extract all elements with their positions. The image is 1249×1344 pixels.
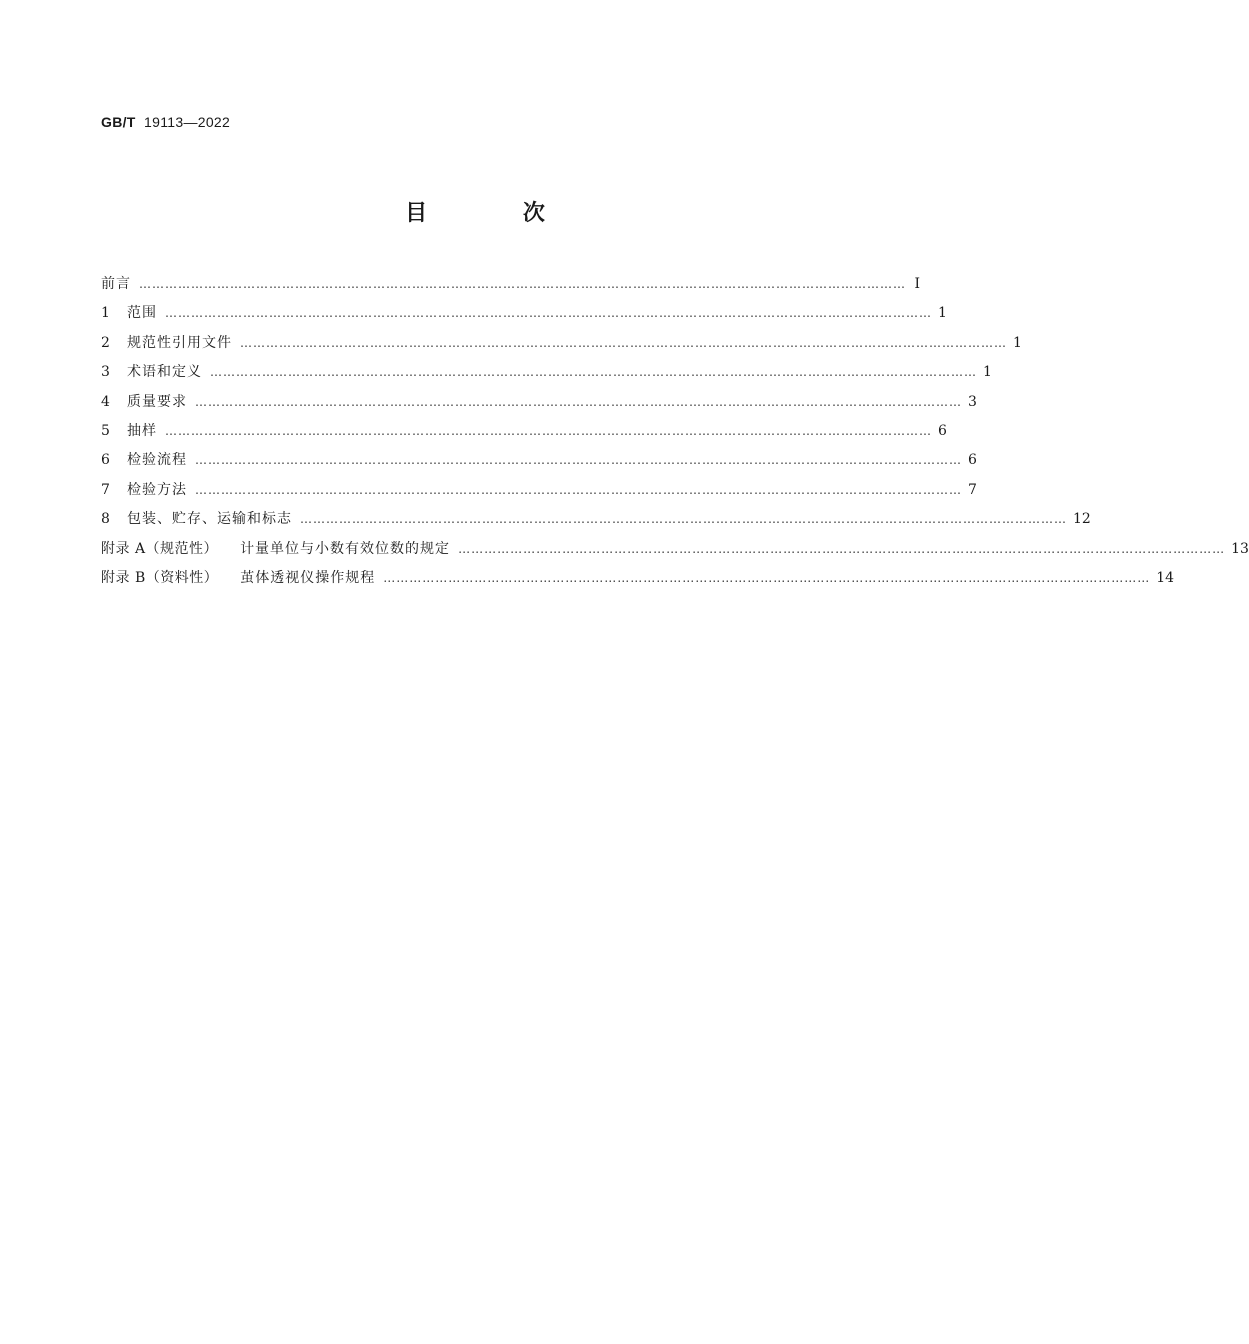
dot-leader: ……………………………………………………………………………………………………………………………………………………………: [165, 423, 932, 438]
appendix-label: 附录 B（资料性）: [101, 569, 219, 586]
toc-entry-text: 规范性引用文件: [127, 334, 232, 351]
toc-entry-page: 6: [968, 452, 977, 469]
dot-leader: ……………………………………………………………………………………………………………………………………………………………: [210, 365, 977, 380]
toc-entry-appendix-b[interactable]: [101, 564, 1175, 593]
toc-entry-text: 检验方法: [127, 481, 187, 498]
toc-entry-foreword[interactable]: [101, 270, 920, 299]
dot-leader: ……………………………………………………………………………………………………………………………………………………………: [195, 394, 962, 409]
toc-title: 目 次: [405, 201, 589, 226]
toc-entry-text: 范围: [127, 305, 157, 322]
toc-entry-number: 3: [101, 364, 110, 381]
toc-entry-quality-requirements[interactable]: [101, 388, 977, 417]
toc-entry-page: 1: [938, 305, 947, 322]
dot-leader: ……………………………………………………………………………………………………………………………………………………………: [300, 512, 1067, 527]
toc-entry-normative-references[interactable]: [101, 329, 1022, 358]
toc-entry-text: 术语和定义: [127, 364, 202, 381]
document-code: [101, 114, 230, 130]
toc-entry-number: 2: [101, 334, 110, 351]
toc-entry-text: 包装、贮存、运输和标志: [127, 511, 292, 528]
toc-entry-page: 14: [1156, 569, 1175, 586]
toc-entry-page: 7: [968, 481, 977, 498]
toc-entry-packaging-storage[interactable]: [101, 505, 1091, 534]
toc-entry-text: 计量单位与小数有效位数的规定: [240, 540, 451, 557]
toc-entry-page: 13: [1231, 540, 1249, 557]
toc-list: [101, 270, 1249, 593]
toc-entry-inspection-methods[interactable]: [101, 476, 977, 505]
toc-entry-text: 茧体透视仪操作规程: [240, 569, 376, 586]
toc-entry-text: 抽样: [127, 422, 157, 439]
toc-entry-page: 12: [1073, 511, 1091, 528]
toc-entry-number: 6: [101, 452, 110, 469]
toc-entry-page: 1: [1013, 334, 1022, 351]
toc-entry-number: 1: [101, 305, 110, 322]
dot-leader: ……………………………………………………………………………………………………………………………………………………………: [383, 570, 1151, 585]
dot-leader: ……………………………………………………………………………………………………………………………………………………………: [195, 482, 962, 497]
toc-entry-page: 3: [968, 393, 977, 410]
toc-entry-text: 质量要求: [127, 393, 187, 410]
toc-entry-appendix-a[interactable]: [101, 535, 1249, 564]
toc-entry-scope[interactable]: [101, 299, 947, 328]
toc-entry-number: 7: [101, 481, 110, 498]
toc-entry-text: 检验流程: [127, 452, 187, 469]
toc-entry-terms-definitions[interactable]: [101, 358, 992, 387]
dot-leader: ……………………………………………………………………………………………………………………………………………………………: [195, 453, 962, 468]
toc-entry-page: Ⅰ: [914, 276, 920, 292]
toc-entry-number: 8: [101, 511, 110, 528]
dot-leader: ……………………………………………………………………………………………………………………………………………………………: [139, 277, 906, 291]
dot-leader: ……………………………………………………………………………………………………………………………………………………………: [165, 306, 932, 321]
toc-entry-number: 5: [101, 422, 110, 439]
toc-entry-sampling[interactable]: [101, 417, 947, 446]
appendix-label: 附录 A（规范性）: [101, 540, 219, 557]
toc-entry-page: 1: [983, 364, 992, 381]
toc-entry-page: 6: [938, 422, 947, 439]
dot-leader: ……………………………………………………………………………………………………………………………………………………………: [240, 335, 1007, 350]
toc-entry-number: 4: [101, 393, 110, 410]
toc-entry-inspection-process[interactable]: [101, 446, 977, 475]
standard-series: GB/T: [101, 114, 136, 130]
dot-leader: ……………………………………………………………………………………………………………………………………………………………: [458, 541, 1226, 556]
standard-number: 19113—2022: [144, 114, 231, 130]
toc-entry-text: 前言: [101, 276, 131, 292]
